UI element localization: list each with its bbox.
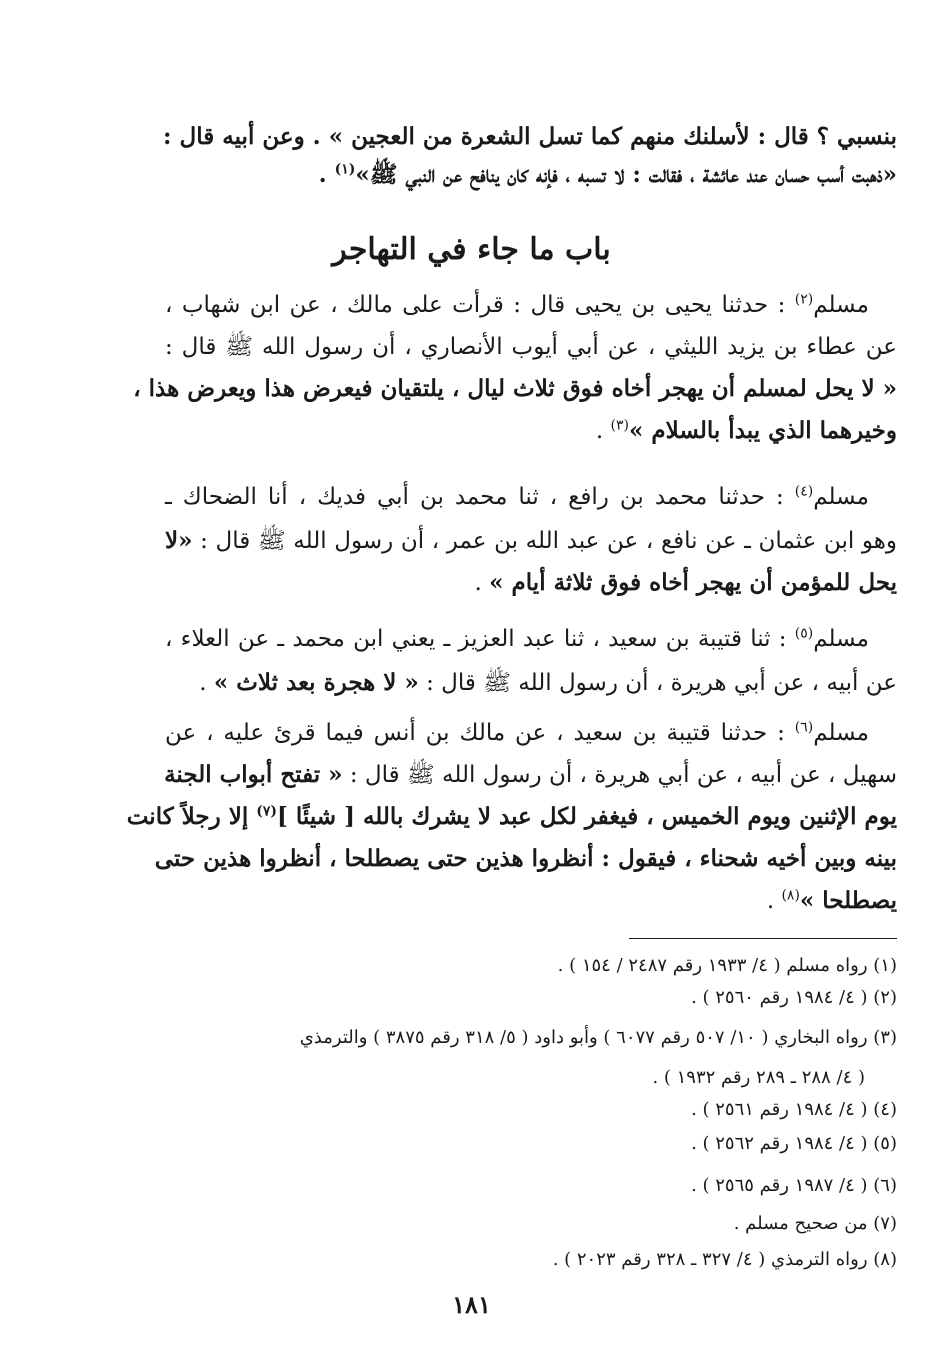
footnote-ref: (٢) bbox=[794, 291, 814, 308]
footnote-ref: (٨) bbox=[781, 887, 800, 904]
text-line: وخيرهما الذي يبدأ بالسلام »$^{(٣)}$ . bbox=[595, 417, 897, 444]
footnote-ref: (٣) bbox=[610, 417, 630, 434]
footnote-divider bbox=[629, 938, 897, 939]
footnote: (١) رواه مسلم ( ٤/ ١٩٣٣ رقم ٢٤٨٧ / ١٥٤ ) . bbox=[557, 955, 897, 976]
footnote: (٤) ( ٤/ ١٩٨٤ رقم ٢٥٦١ ) . bbox=[691, 1099, 897, 1120]
text-line: بنسبي ؟ قال : لأسلنك منهم كما تسل الشعرة من العجين » . وعن أبيه قال : bbox=[163, 123, 897, 150]
footnote: (٢) ( ٤/ ١٩٨٤ رقم ٢٥٦٠ ) . bbox=[691, 987, 897, 1008]
text-line: مسلم$^{(٥)}$ : ثنا قتيبة بن سعيد ، ثنا عبد العزيز ـ يعني ابن محمد ـ عن العلاء ، bbox=[165, 625, 869, 652]
footnote: (٦) ( ٤/ ١٩٨٧ رقم ٢٥٦٥ ) . bbox=[691, 1175, 897, 1196]
footnote-ref: (٧) bbox=[256, 803, 278, 820]
footnote-ref: (٤) bbox=[794, 483, 814, 500]
text-line: مسلم$^{(٦)}$ : حدثنا قتيبة بن سعيد ، عن مالك بن أنس فيما قرئ عليه ، عن bbox=[165, 719, 869, 746]
footnote-ref: (٥) bbox=[794, 625, 814, 642]
text-line: عن عطاء بن يزيد الليثي ، عن أبي أيوب الأنصاري ، أن رسول الله ﷺ قال : bbox=[165, 334, 897, 360]
footnote: (٣) رواه البخاري ( ١٠/ ٥٠٧ رقم ٦٠٧٧ ) وأبو داود ( ٥/ ٣١٨ رقم ٣٨٧٥ ) والترمذي bbox=[299, 1027, 897, 1048]
text-line: «ذهبت أسب حسان عند عائشة ، فقالت : لا تسبه ، فإنه كان ينافح عن النبي ﷺ»$^{(١)}$ . bbox=[318, 161, 897, 188]
page-number: ١٨١ bbox=[452, 1290, 491, 1319]
text-line: مسلم$^{(٢)}$ : حدثنا يحيى بن يحيى قال : قرأت على مالك ، عن ابن شهاب ، bbox=[165, 291, 869, 318]
chapter-title: باب ما جاء في التهاجر bbox=[332, 232, 611, 267]
text-line: مسلم$^{(٤)}$ : حدثنا محمد بن رافع ، ثنا محمد بن أبي فديك ، أنا الضحاك ـ bbox=[165, 483, 869, 510]
text-line: يصطلحا »$^{(٨)}$ . bbox=[766, 887, 897, 914]
text-line: يوم الإثنين ويوم الخميس ، فيغفر لكل عبد لا يشرك بالله [ شيئًا ]$^{(٧)}$ إلا رجلاً كانت bbox=[126, 803, 897, 830]
text-line: يحل للمؤمن أن يهجر أخاه فوق ثلاثة أيام » . bbox=[474, 569, 897, 596]
text-line: سهيل ، عن أبيه ، عن أبي هريرة ، أن رسول الله ﷺ قال : « تفتح أبواب الجنة bbox=[164, 761, 897, 788]
footnote-ref: (١) bbox=[334, 161, 356, 178]
footnote: (٧) من صحيح مسلم . bbox=[733, 1213, 897, 1234]
text-line: « لا يحل لمسلم أن يهجر أخاه فوق ثلاث ليال ، يلتقيان فيعرض هذا ويعرض هذا ، bbox=[133, 375, 897, 402]
footnote-ref: (٦) bbox=[794, 719, 814, 736]
footnote: ( ٤/ ٢٨٨ ـ ٢٨٩ رقم ١٩٣٢ ) . bbox=[652, 1067, 865, 1088]
footnote: (٨) رواه الترمذي ( ٤/ ٣٢٧ ـ ٣٢٨ رقم ٢٠٢٣ ) . bbox=[552, 1249, 897, 1270]
text-line: وهو ابن عثمان ـ عن نافع ، عن عبد الله بن عمر ، أن رسول الله ﷺ قال : «لا bbox=[165, 527, 897, 554]
text-line: عن أبيه ، عن أبي هريرة ، أن رسول الله ﷺ قال : « لا هجرة بعد ثلاث » . bbox=[199, 669, 897, 696]
text-line: بينه وبين أخيه شحناء ، فيقول : أنظروا هذين حتى يصطلحا ، أنظروا هذين حتى bbox=[154, 845, 897, 872]
footnote: (٥) ( ٤/ ١٩٨٤ رقم ٢٥٦٢ ) . bbox=[691, 1133, 897, 1154]
